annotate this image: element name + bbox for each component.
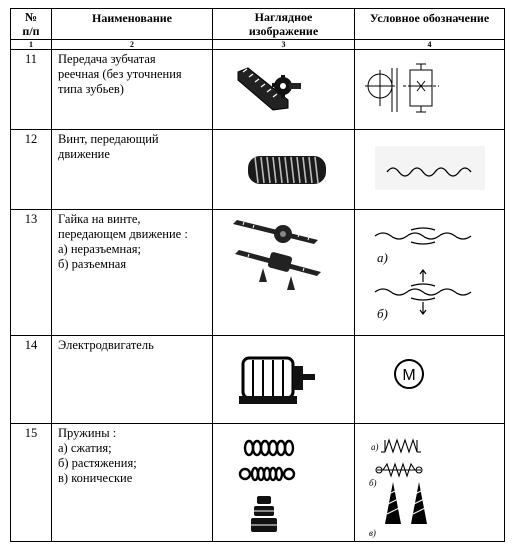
table-row — [11, 210, 505, 336]
svg-text:б): б) — [369, 478, 377, 488]
header-symbol: Условное обозначение — [355, 9, 505, 40]
springs-icon — [213, 424, 355, 542]
row-name: Передача зубчатая реечная (без уточнения типа зубьев) — [52, 50, 213, 130]
row-name: Гайка на винте, передающем движение : а) неразъемная; б) разъемная — [52, 210, 213, 336]
screw-wave-symbol-icon — [355, 130, 505, 210]
row-name: Винт, передающий движение — [52, 130, 213, 210]
row-name: Пружины : а) сжатия; б) растяжения; в) конические — [52, 424, 213, 542]
column-number-4: 4 — [355, 40, 505, 50]
row-number: 11 — [11, 50, 52, 130]
table-row — [11, 50, 505, 130]
table-row — [11, 130, 505, 210]
table-row — [11, 336, 505, 424]
rack-and-pinion-icon — [213, 50, 355, 130]
table-row — [11, 424, 505, 542]
svg-text:а): а) — [371, 442, 379, 452]
svg-text:б): б) — [377, 306, 388, 321]
rack-gear-symbol-icon — [355, 50, 505, 130]
header-num: № п/п — [11, 9, 52, 40]
motor-symbol-icon — [355, 336, 505, 424]
nut-on-screw-symbol-icon — [355, 210, 505, 336]
electric-motor-icon — [213, 336, 355, 424]
row-number: 15 — [11, 424, 52, 542]
screw-icon — [213, 130, 355, 210]
column-number-2: 2 — [52, 40, 213, 50]
row-name: Электродвигатель — [52, 336, 213, 424]
nut-on-screw-icon — [213, 210, 355, 336]
column-number-3: 3 — [213, 40, 355, 50]
column-number-1: 1 — [11, 40, 52, 50]
svg-text:в): в) — [369, 528, 376, 538]
row-number: 13 — [11, 210, 52, 336]
row-number: 14 — [11, 336, 52, 424]
svg-text:М: М — [402, 367, 416, 384]
row-number: 12 — [11, 130, 52, 210]
mechanical-symbols-table — [10, 8, 505, 542]
header-name: Наименование — [52, 9, 213, 40]
svg-text:а): а) — [377, 250, 388, 265]
header-picture: Наглядное изображение — [213, 9, 355, 40]
spring-symbols-icon — [355, 424, 505, 542]
